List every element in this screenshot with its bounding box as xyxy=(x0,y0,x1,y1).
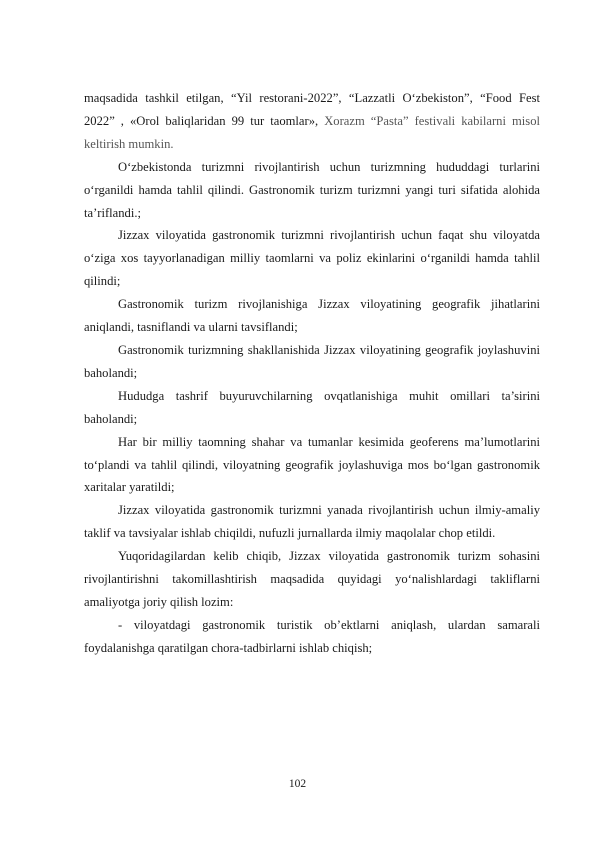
paragraph-6: Har bir milliy taomning shahar va tumanlar kesimida geoferens ma’lumotlarini to‘plandi va tahlil qilindi, viloyatning geografik joylashuviga mos bo‘lgan gastronomik xaritalar yaratildi; xyxy=(84,434,540,495)
paragraph-continuation xyxy=(84,87,540,156)
paragraph-5: Hududga tashrif buyuruvchilarning ovqatlanishiga muhit omillari ta’sirini baholandi; xyxy=(84,388,540,426)
paragraph-2: Jizzax viloyatida gastronomik turizmni rivojlantirish uchun faqat shu viloyatda o‘ziga xos tayyorlanadigan milliy taomlarni va poliz ekinlarini o‘rganildi hamda tahlil qilindi; xyxy=(84,228,540,289)
paragraph-7: Jizzax viloyatida gastronomik turizmni yanada rivojlantirish uchun ilmiy-amaliy taklif va tavsiyalar ishlab chiqildi, nufuzli jurnallarda ilmiy maqolalar chop etildi. xyxy=(84,503,540,541)
paragraph-continuation-text: maqsadida tashkil etilgan, “Yil restorani-2022”, “Lazzatli O‘zbekiston”, “Food Fest 2022” , «Orol baliqlaridan 99 tur taomlar», xyxy=(84,91,540,128)
paragraph-9: - viloyatdagi gastronomik turistik ob’ektlarni aniqlash, ulardan samarali foydalanishga qaratilgan chora-tadbirlarni ishlab chiqish; xyxy=(84,617,540,655)
paragraph-1: O‘zbekistonda turizmni rivojlantirish uchun turizmning hududdagi turlarini o‘rganildi hamda tahlil qilindi. Gastronomik turizm turizmni yangi turi sifatida alohida ta’riflandi.; xyxy=(84,159,540,220)
page-body xyxy=(84,87,540,660)
paragraph-8: Yuqoridagilardan kelib chiqib, Jizzax viloyatida gastronomik turizm sohasini rivojlantirishni takomillashtirish maqsadida quyidagi yo‘nalishlardagi takliflarni amaliyotga joriy qilish lozim: xyxy=(84,549,540,609)
paragraph-4: Gastronomik turizmning shakllanishida Jizzax viloyatining geografik joylashuvini baholandi; xyxy=(84,342,540,380)
page-number: 102 xyxy=(288,778,307,790)
paragraph-3: Gastronomik turizm rivojlanishiga Jizzax viloyatining geografik jihatlarini aniqlandi, tasniflandi va ularni tavsiflandi; xyxy=(84,297,540,335)
paragraph-continuation-text-gray: Xorazm “Pasta” festivali kabilarni misol keltirish mumkin. xyxy=(84,113,540,151)
